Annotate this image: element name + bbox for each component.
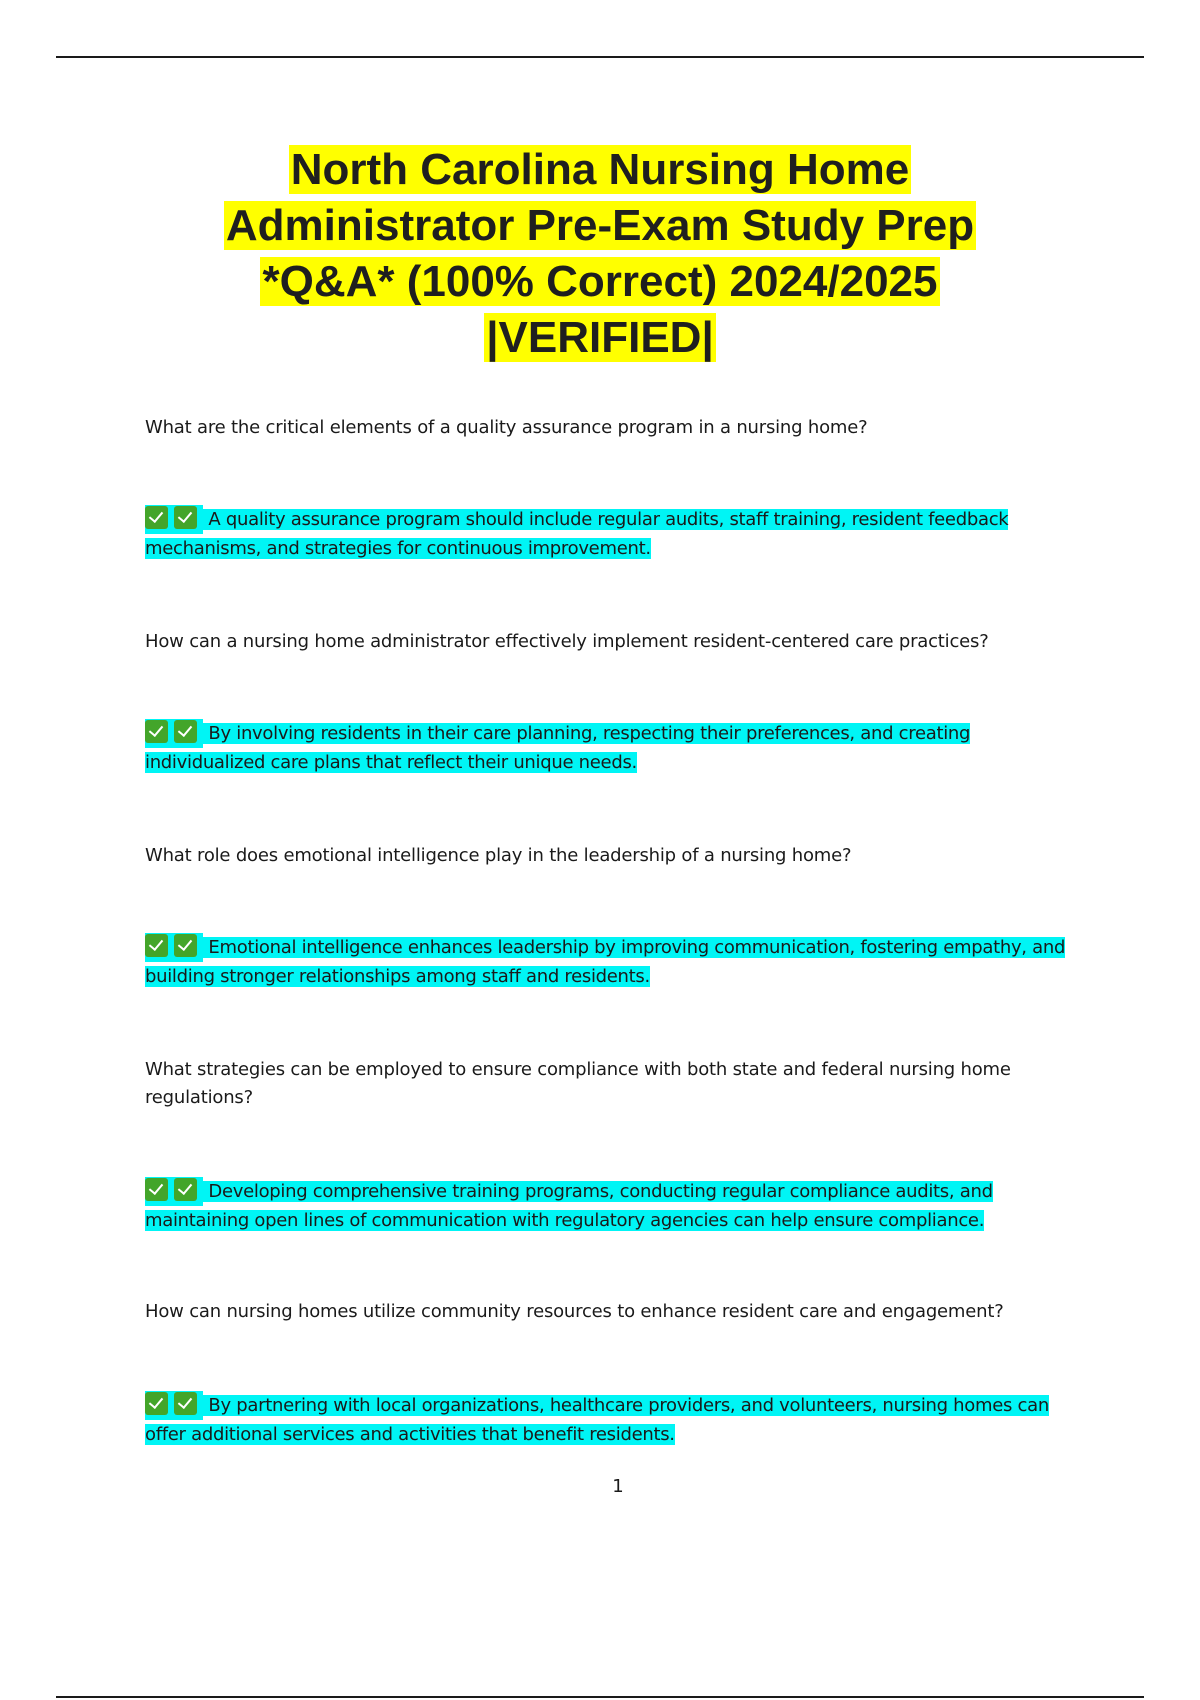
question-text: What are the critical elements of a quality assurance program in a nursing home? xyxy=(145,417,868,438)
answer-checks xyxy=(145,1177,203,1206)
answer-3 xyxy=(145,933,1090,991)
check-mark-icon xyxy=(174,506,197,529)
answer-text: Developing comprehensive training programs, conducting regular compliance audits, and xyxy=(203,1181,993,1202)
answer-checks xyxy=(145,1391,203,1420)
answer-text: By partnering with local organizations, healthcare providers, and volunteers, nursing homes can xyxy=(203,1395,1049,1416)
check-mark-icon xyxy=(174,720,197,743)
check-mark-icon xyxy=(174,934,197,957)
answer-4 xyxy=(145,1177,1090,1235)
answer-checks xyxy=(145,933,203,962)
answer-text: By involving residents in their care planning, respecting their preferences, and creating xyxy=(203,723,971,744)
answer-text: building stronger relationships among staff and residents. xyxy=(145,966,650,987)
question-text: What strategies can be employed to ensure compliance with both state and federal nursing home xyxy=(145,1059,1011,1080)
title-line: |VERIFIED| xyxy=(486,313,714,362)
answer-text: A quality assurance program should include regular audits, staff training, resident feedback xyxy=(203,509,1009,530)
answer-text: mechanisms, and strategies for continuous improvement. xyxy=(145,538,651,559)
question-text: How can nursing homes utilize community resources to enhance resident care and engagement? xyxy=(145,1301,1004,1322)
question-text: regulations? xyxy=(145,1087,253,1108)
check-mark-icon xyxy=(145,720,168,743)
title-line: *Q&A* (100% Correct) 2024/2025 xyxy=(262,257,938,306)
question-5 xyxy=(145,1298,1045,1326)
answer-1 xyxy=(145,505,1090,563)
answer-5 xyxy=(145,1391,1090,1449)
top-rule xyxy=(56,56,1144,58)
check-mark-icon xyxy=(174,1178,197,1201)
question-4 xyxy=(145,1056,1045,1112)
answer-2 xyxy=(145,719,1090,777)
question-2 xyxy=(145,628,1045,656)
question-text: What role does emotional intelligence play in the leadership of a nursing home? xyxy=(145,845,852,866)
answer-checks xyxy=(145,505,203,534)
answer-text: offer additional services and activities that benefit residents. xyxy=(145,1424,675,1445)
answer-text: maintaining open lines of communication with regulatory agencies can help ensure compliance. xyxy=(145,1210,985,1231)
title-line: Administrator Pre-Exam Study Prep xyxy=(225,201,975,250)
question-3 xyxy=(145,842,1045,870)
bottom-rule xyxy=(56,1696,1144,1698)
answer-text: individualized care plans that reflect their unique needs. xyxy=(145,752,637,773)
check-mark-icon xyxy=(145,934,168,957)
check-mark-icon xyxy=(145,1392,168,1415)
check-mark-icon xyxy=(145,506,168,529)
document-title xyxy=(120,142,1080,366)
check-mark-icon xyxy=(145,1178,168,1201)
answer-checks xyxy=(145,719,203,748)
title-line: North Carolina Nursing Home xyxy=(290,145,910,194)
question-1 xyxy=(145,414,1045,442)
question-text: How can a nursing home administrator effectively implement resident-centered care practices? xyxy=(145,631,989,652)
check-mark-icon xyxy=(174,1392,197,1415)
title-heading xyxy=(120,142,1080,366)
page-number: 1 xyxy=(612,1476,624,1497)
answer-text: Emotional intelligence enhances leadership by improving communication, fostering empathy, and xyxy=(203,937,1066,958)
